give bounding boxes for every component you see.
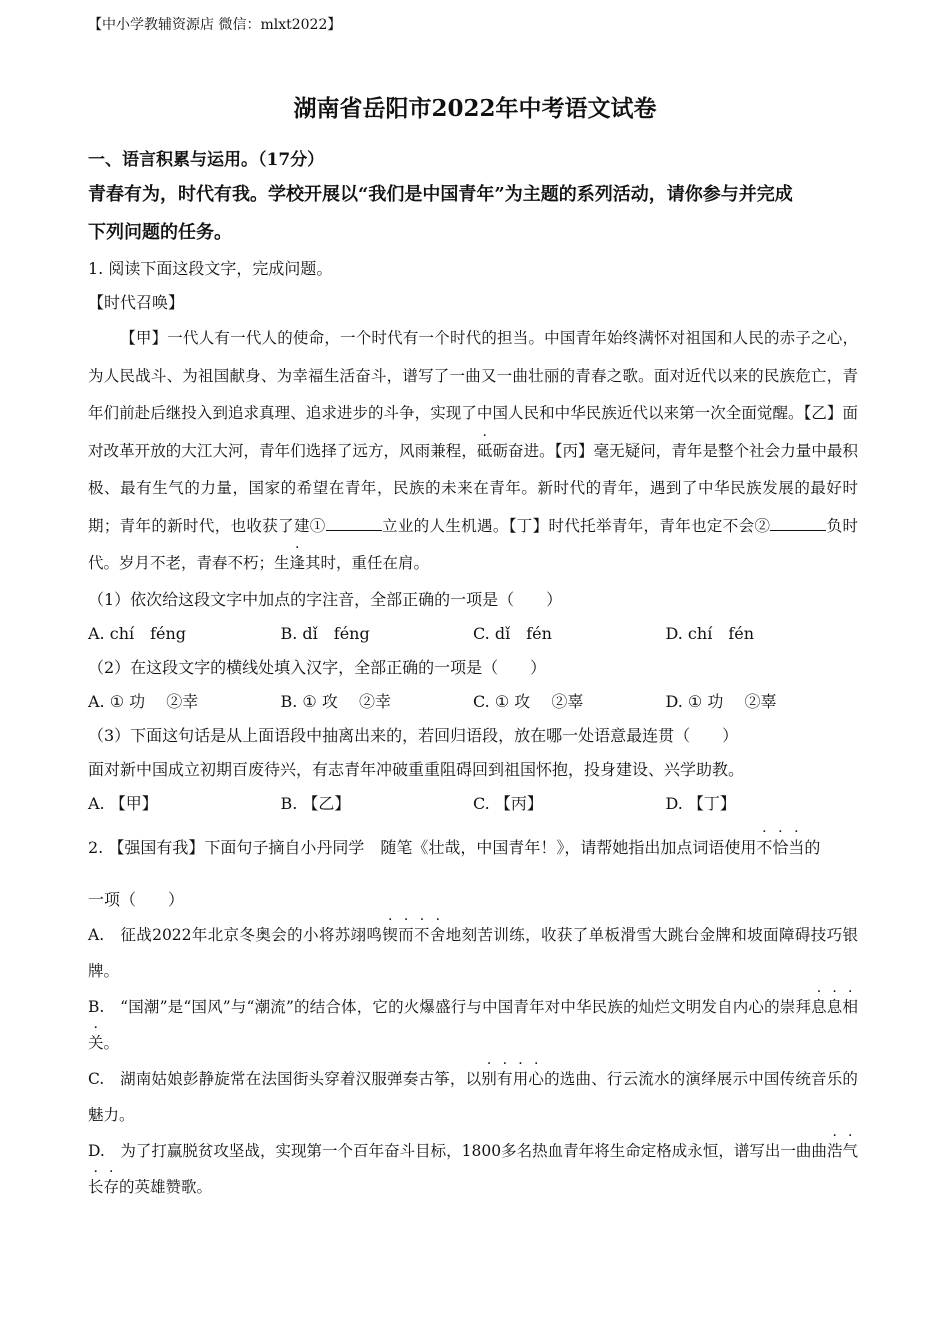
- fill-blank-1: [326, 516, 382, 531]
- dotted-char: 恰: [772, 837, 789, 857]
- sub-question-2-stem: （2）在这段文字的横线处填入汉字，全部正确的一项是（ ）: [88, 657, 547, 677]
- dotted-char: 别: [481, 1069, 497, 1088]
- dotted-char: 用: [512, 1069, 529, 1088]
- intro-line-1: 青春有为，时代有我。学校开展以“我们是中国青年”为主题的系列活动，请你参与并完成: [88, 184, 793, 205]
- option-b: B. ① 攻 ②幸: [280, 691, 391, 711]
- passage-part-1: 【甲】一代人有一代人的使命，一个时代有一个时代的担当。中国青年始终满怀对祖国和人民的赤子之心，为人民战斗、为祖国献身、为幸福生活奋斗，谱写了一曲又一曲壮丽的青春之歌。面对近代以来的民族危亡，青年们前赴后继投入到追求真理、追求进步的斗争，实现了中国人民和中华民族近代以来第一次全面觉醒。【乙】面对改革开放的大江大河，青年们选择了远方，风雨兼程，: [88, 329, 858, 460]
- dotted-char: 有: [496, 1069, 513, 1088]
- dotted-char: 不: [414, 925, 430, 944]
- section-heading: 一、语言积累与运用。（17分）: [88, 150, 325, 170]
- question-2-option-c: C. 湖南姑娘彭静旋常在法国街头穿着汉服弹奏古筝，以别有用心的选曲、行云流水的演绎展示中国传统音乐的魅力。: [88, 1069, 858, 1124]
- dotted-char: 当: [788, 837, 805, 857]
- dotted-word: [481, 1070, 544, 1088]
- question-2-option-a: A. 征战2022年北京冬奥会的小将苏翊鸣锲而不舍地刻苦训练，收获了单板滑雪大跳台金牌和坡面障碍技巧银牌。: [88, 925, 858, 980]
- dotted-char-2: 逢: [289, 554, 306, 572]
- sub-question-2-options: [88, 685, 858, 719]
- dotted-char: 心: [528, 1069, 545, 1088]
- fill-blank-2: [770, 516, 826, 531]
- option-c: C. ① 攻 ②辜: [473, 691, 584, 711]
- dotted-word: [382, 926, 446, 944]
- question-2-option-b: B. “国潮”是“国风”与“潮流”的结合体，它的火爆盛行与中国青年对中华民族的灿烂文明发自内心的崇拜息息相关。: [88, 997, 858, 1052]
- question-2-stem-end: 一项（ ）: [88, 889, 185, 909]
- dotted-char: 存: [103, 1177, 120, 1196]
- sub-question-1-options: [88, 617, 858, 651]
- page-header: 【中小学教辅资源店 微信：mlxt2022】: [88, 17, 342, 33]
- exam-content: [88, 144, 858, 1205]
- intro-line-2: 下列问题的任务。: [88, 222, 232, 243]
- dotted-char: 息: [826, 997, 843, 1016]
- question-2-stem: 2. 【强国有我】下面句子摘自小丹同学 随笔《壮哉，中国青年！》，请帮她指出加点词语使用不恰当的: [88, 837, 821, 857]
- dotted-char-1: 砥: [476, 441, 493, 460]
- passage-part-5: 其时，重任在肩。: [305, 554, 430, 572]
- dotted-char: 舍: [429, 925, 446, 944]
- dotted-char: 气: [842, 1141, 858, 1160]
- option-d: D. 【丁】: [665, 793, 736, 813]
- passage-part-4: 负时代。岁月不老，青春不朽；生: [88, 516, 858, 572]
- dotted-char: 浩: [826, 1141, 843, 1160]
- question-1-stem: 1. 阅读下面这段文字，完成问题。: [88, 259, 333, 278]
- dotted-char: 息: [811, 997, 827, 1016]
- dotted-char: 长: [88, 1177, 104, 1196]
- option-d: D. chí fén: [665, 623, 755, 643]
- sub-question-3-options: [88, 787, 858, 821]
- sub-question-3-stem: （3）下面这句话是从上面语段中抽离出来的，若回归语段，放在哪一处语意最连贯（ ）: [88, 725, 739, 745]
- passage-part-2: 砺奋进。【丙】毫无疑问，青年是整个社会力量中最积极、最有生气的力量，国家的希望在青年，民族的未来在青年。新时代的青年，遇到了中华民族发展的最好时期；青年的新时代，也收获了建①: [88, 441, 858, 535]
- extracted-sentence: 面对新中国成立初期百废待兴，有志青年冲破重重阻碍回到祖国怀抱，投身建设、兴学助教。: [88, 759, 745, 779]
- option-b: B. dǐ féng: [280, 623, 370, 643]
- dotted-word: [756, 838, 804, 857]
- dotted-char: 相: [842, 997, 858, 1016]
- option-d: D. ① 功 ②辜: [665, 691, 777, 711]
- dotted-char: 锲: [382, 925, 399, 944]
- passage-part-3: 立业的人生机遇。【丁】时代托举青年，青年也定不会②: [381, 516, 771, 535]
- option-a: A. ① 功 ②幸: [88, 691, 199, 711]
- sub-question-1-stem: （1）依次给这段文字中加点的字注音，全部正确的一项是（ ）: [88, 589, 563, 609]
- dotted-char: 而: [398, 925, 415, 944]
- dotted-char: 关: [88, 1033, 104, 1052]
- page-title: 湖南省岳阳市2022年中考语文试卷: [293, 95, 657, 122]
- reading-passage: [88, 320, 858, 583]
- option-c: C. dǐ fén: [473, 623, 552, 643]
- question-2-option-d: D. 为了打赢脱贫攻坚战，实现第一个百年奋斗目标，1800多名热血青年将生命定格成永恒，谱写出一曲曲浩气长存的英雄赞歌。: [88, 1141, 858, 1196]
- option-a: A. 【甲】: [88, 793, 158, 813]
- question-1-tag: 【时代召唤】: [88, 293, 185, 312]
- dotted-char: 不: [756, 837, 773, 857]
- option-a: A. chí féng: [88, 623, 187, 643]
- option-b: B. 【乙】: [280, 793, 351, 813]
- option-c: C. 【丙】: [473, 793, 543, 813]
